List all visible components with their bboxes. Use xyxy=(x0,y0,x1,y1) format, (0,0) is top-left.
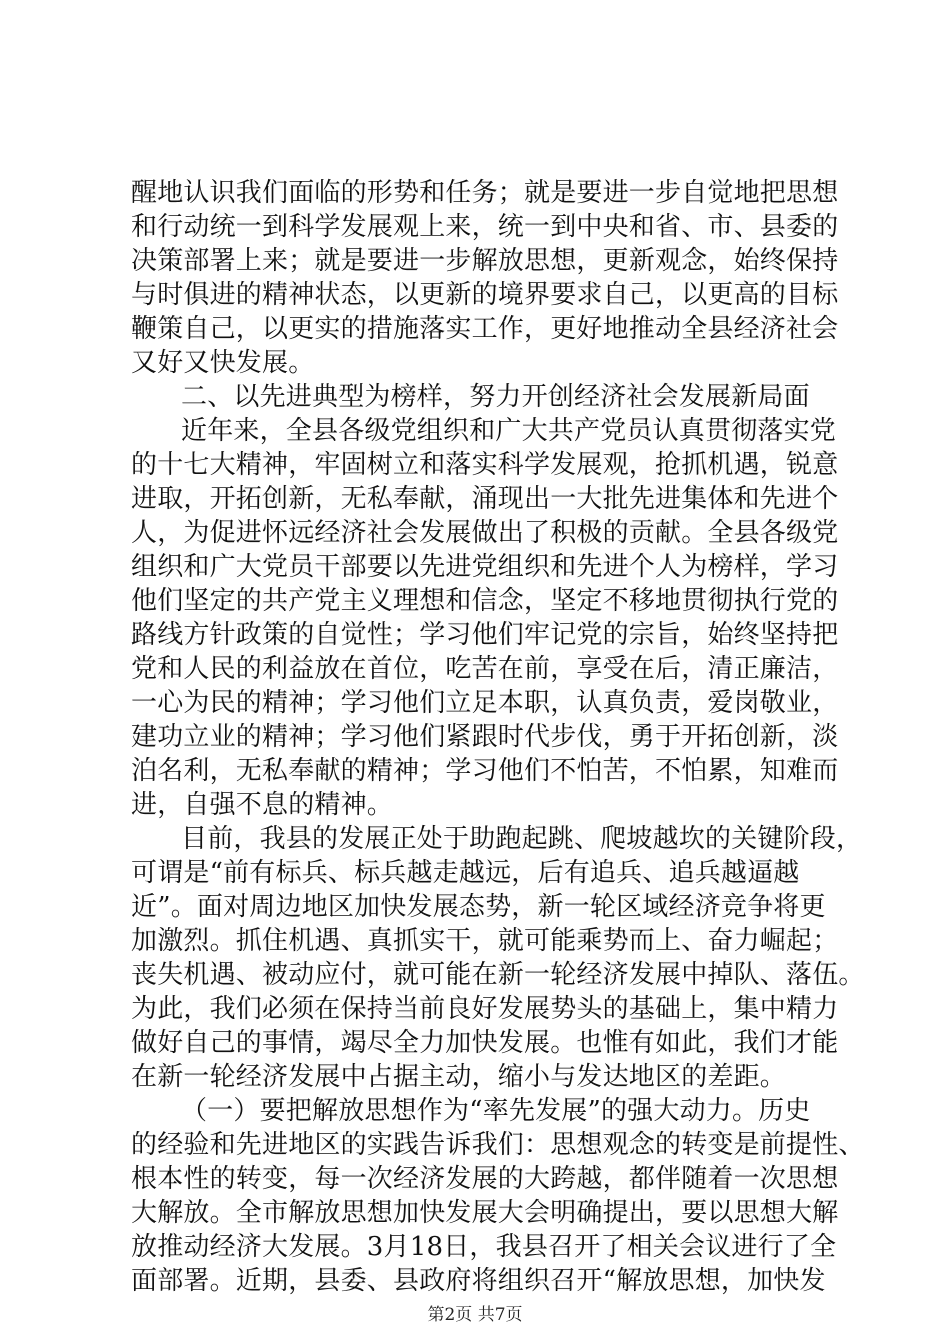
text-line: 目前，我县的发展正处于助跑起跳、爬坡越坎的关键阶段， xyxy=(181,824,863,854)
text-line: 组织和广大党员干部要以先进党组织和先进个人为榜样，学习 xyxy=(131,552,839,582)
text-line: 为此，我们必须在保持当前良好发展势头的基础上，集中精力 xyxy=(131,994,839,1024)
text-line: （一）要把解放思想作为“率先发展”的强大动力。历史 xyxy=(181,1096,811,1126)
text-line: 决策部署上来；就是要进一步解放思想，更新观念，始终保持 xyxy=(131,246,839,276)
text-line: 进取，开拓创新，无私奉献，涌现出一大批先进集体和先进个 xyxy=(131,484,839,514)
text-line: 大解放。全市解放思想加快发展大会明确提出，要以思想大解 xyxy=(131,1198,839,1228)
text-line: 的经验和先进地区的实践告诉我们：思想观念的转变是前提性、 xyxy=(131,1130,865,1160)
text-line: 近”。面对周边地区加快发展态势，新一轮区域经济竞争将更 xyxy=(131,892,826,922)
text-line: 建功立业的精神；学习他们紧跟时代步伐，勇于开拓创新，淡 xyxy=(131,722,839,752)
text-line: 近年来，全县各级党组织和广大共产党员认真贯彻落实党 xyxy=(181,416,837,446)
text-line: 面部署。近期，县委、县政府将组织召开“解放思想，加快发 xyxy=(131,1266,826,1296)
text-line: 的十七大精神，牢固树立和落实科学发展观，抢抓机遇，锐意 xyxy=(131,450,839,480)
text-line: 丧失机遇、被动应付，就可能在新一轮经济发展中掉队、落伍。 xyxy=(131,960,865,990)
text-line: 根本性的转变，每一次经济发展的大跨越，都伴随着一次思想 xyxy=(131,1164,839,1194)
text-line: 醒地认识我们面临的形势和任务；就是要进一步自觉地把思想 xyxy=(131,178,839,208)
text-line: 在新一轮经济发展中占据主动，缩小与发达地区的差距。 xyxy=(131,1062,787,1092)
text-line: 做好自己的事情，竭尽全力加快发展。也惟有如此，我们才能 xyxy=(131,1028,839,1058)
text-line: 可谓是“前有标兵、标兵越走越远，后有追兵、追兵越逼越 xyxy=(131,858,800,888)
text-line: 他们坚定的共产党主义理想和信念，坚定不移地贯彻执行党的 xyxy=(131,586,839,616)
section-heading: 二、以先进典型为榜样，努力开创经济社会发展新局面 xyxy=(181,382,810,412)
text-line: 与时俱进的精神状态，以更新的境界要求自己，以更高的目标 xyxy=(131,280,839,310)
text-line: 党和人民的利益放在首位，吃苦在前，享受在后，清正廉洁， xyxy=(131,654,839,684)
text-line: 人，为促进怀远经济社会发展做出了积极的贡献。全县各级党 xyxy=(131,518,839,548)
text-line: 鞭策自己，以更实的措施落实工作，更好地推动全县经济社会 xyxy=(131,314,839,344)
text-line: 又好又快发展。 xyxy=(131,348,315,378)
text-line: 放推动经济大发展。3月18日，我县召开了相关会议进行了全 xyxy=(131,1232,837,1262)
page-number: 第2页 共7页 xyxy=(427,1305,523,1325)
text-line: 路线方针政策的自觉性；学习他们牢记党的宗旨，始终坚持把 xyxy=(131,620,839,650)
text-line: 加激烈。抓住机遇、真抓实干，就可能乘势而上、奋力崛起； xyxy=(131,926,839,956)
text-line: 一心为民的精神；学习他们立足本职，认真负责，爱岗敬业， xyxy=(131,688,839,718)
text-line: 进，自强不息的精神。 xyxy=(131,790,394,820)
text-line: 和行动统一到科学发展观上来，统一到中央和省、市、县委的 xyxy=(131,212,839,242)
text-line: 泊名利，无私奉献的精神；学习他们不怕苦，不怕累，知难而 xyxy=(131,756,839,786)
